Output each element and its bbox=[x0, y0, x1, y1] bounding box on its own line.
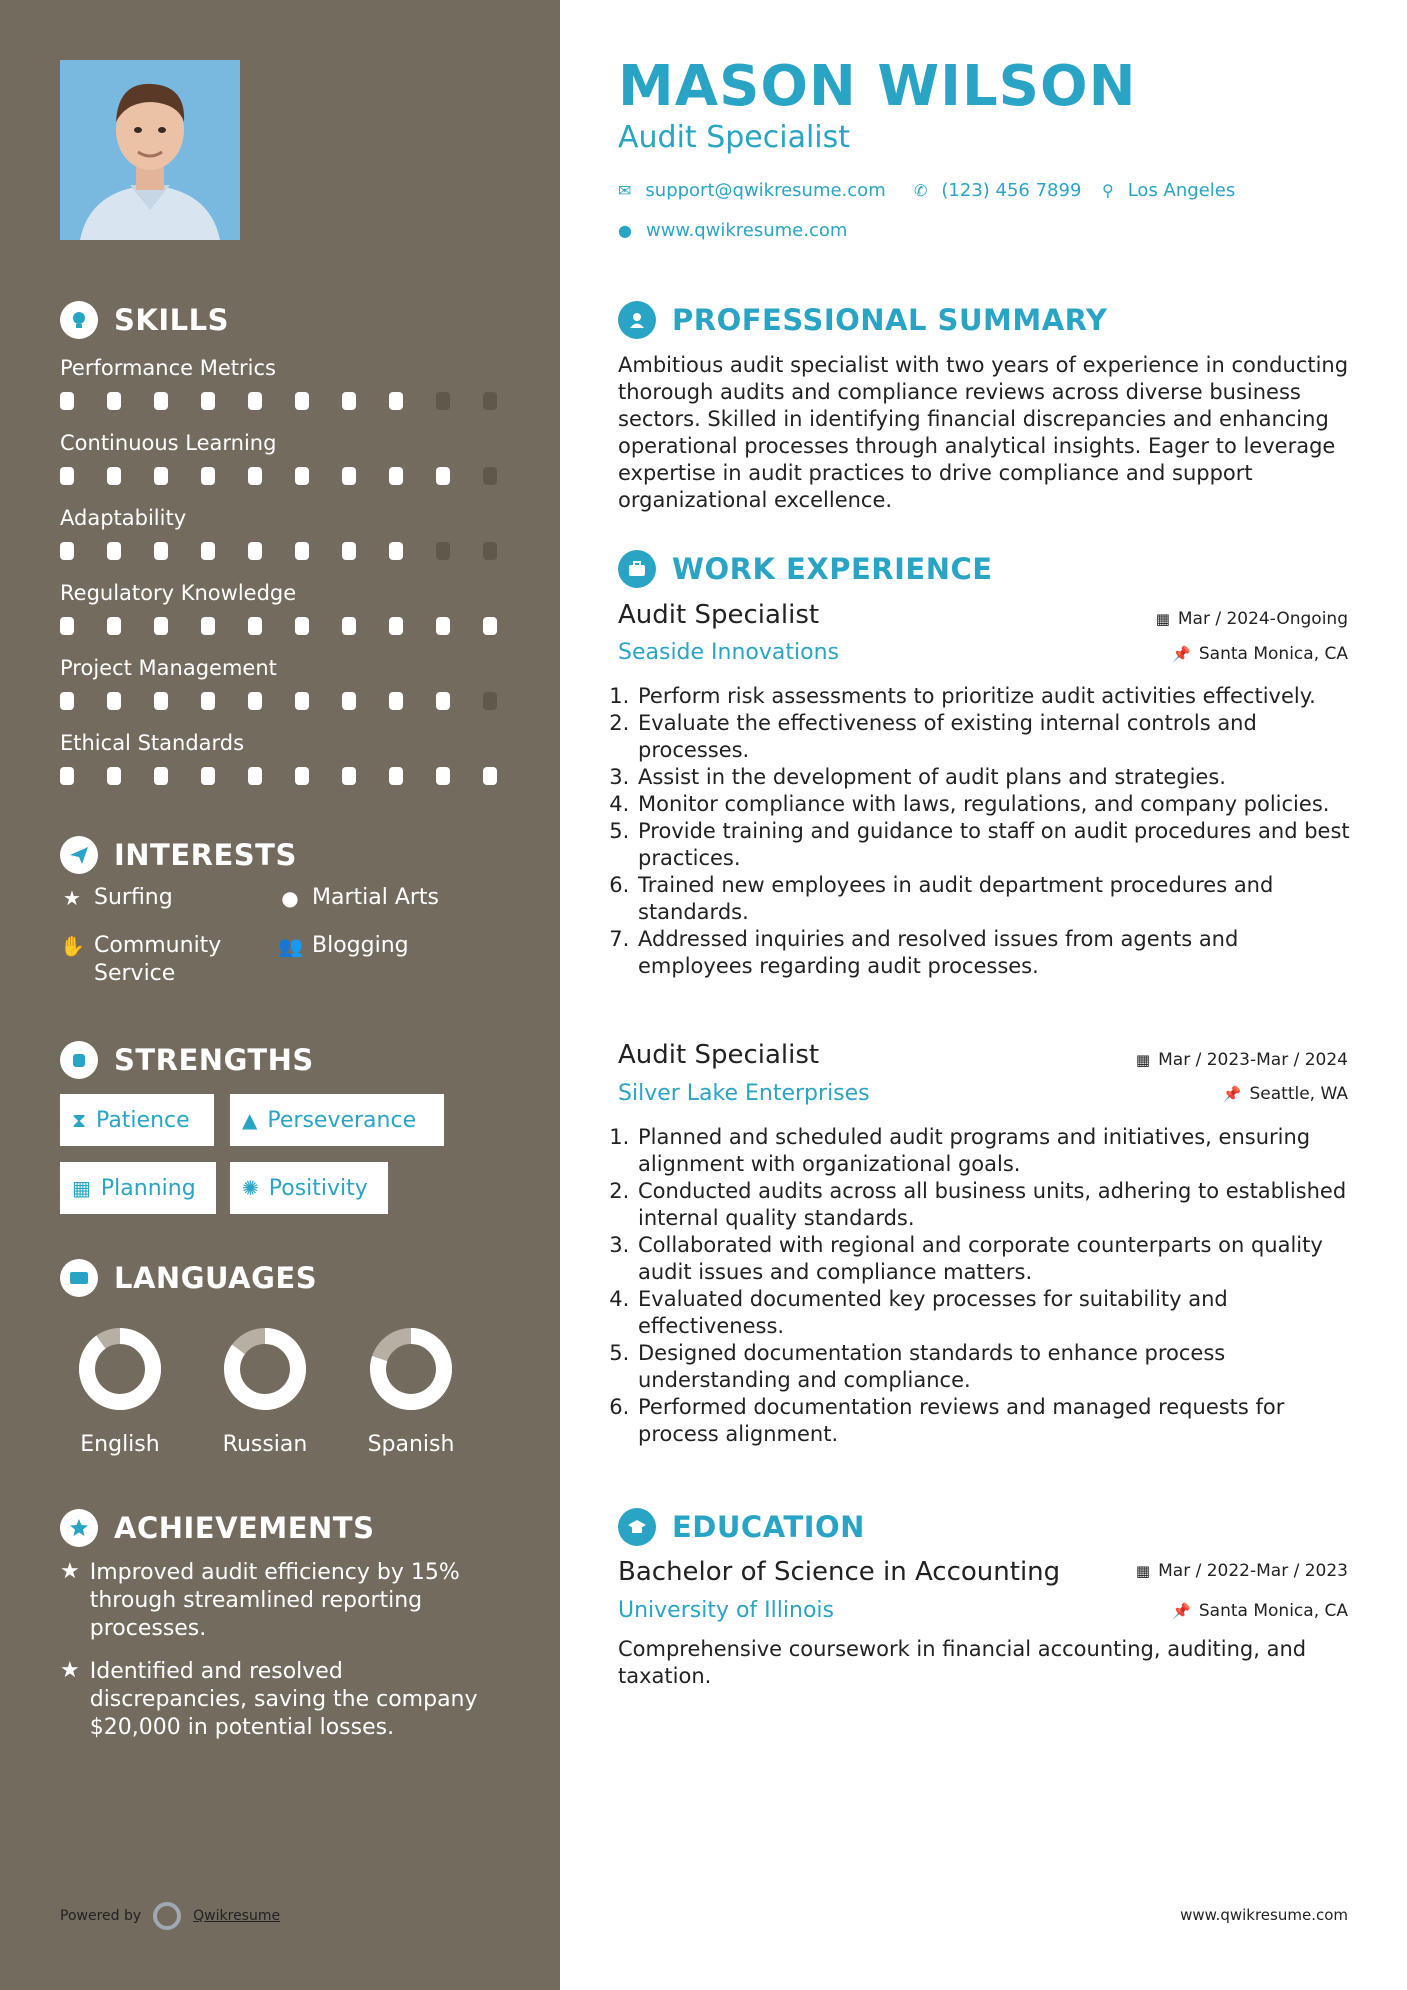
skill-dot bbox=[248, 767, 262, 785]
pin-icon: 📌 bbox=[1172, 1602, 1191, 1620]
duty-item: 2. Evaluate the effectiveness of existing internal controls and processes. bbox=[636, 710, 1358, 764]
calendar-icon: ▦ bbox=[72, 1176, 91, 1200]
skill-dot bbox=[201, 617, 215, 635]
skill-dot bbox=[483, 542, 497, 560]
skill-dot bbox=[60, 692, 74, 710]
skill-dot bbox=[389, 542, 403, 560]
interest-item: ● Martial Arts bbox=[278, 884, 439, 912]
candidate-name: MASON WILSON bbox=[618, 54, 1137, 119]
briefcase-icon bbox=[618, 550, 656, 588]
duty-item: 5. Designed documentation standards to enhance process understanding and compliance. bbox=[636, 1340, 1358, 1394]
school-name: University of Illinois bbox=[618, 1598, 834, 1623]
skill-dot bbox=[295, 767, 309, 785]
skill-dot bbox=[483, 617, 497, 635]
skill-dot bbox=[342, 767, 356, 785]
envelope-icon: ✉ bbox=[618, 181, 632, 200]
education-location: 📌 Santa Monica, CA bbox=[1172, 1601, 1348, 1621]
interest-item: 👥 Blogging bbox=[278, 933, 409, 958]
calendar-icon: ▦ bbox=[1135, 1562, 1151, 1580]
language-item: Spanish bbox=[341, 1324, 481, 1457]
skill-rating bbox=[60, 467, 510, 489]
star-badge-icon bbox=[60, 1509, 98, 1547]
skill-dot bbox=[295, 617, 309, 635]
skill-dot bbox=[201, 467, 215, 485]
achievement-item: ★ Identified and resolved discrepancies, saving the company $20,000 in potential losses. bbox=[60, 1658, 478, 1740]
star-icon: ★ bbox=[63, 886, 81, 910]
strength-tag: ▦ Planning bbox=[60, 1162, 216, 1214]
phone-contact[interactable]: ✆ (123) 456 7899 bbox=[914, 180, 1082, 201]
interests-heading: INTERESTS bbox=[60, 835, 297, 875]
strength-tag: ▲ Perseverance bbox=[230, 1094, 444, 1146]
skill-dot bbox=[60, 542, 74, 560]
achievement-item: ★ Improved audit efficiency by 15% through streamlined reporting processes. bbox=[60, 1559, 460, 1641]
skill-dot bbox=[295, 692, 309, 710]
skill-dot bbox=[107, 767, 121, 785]
job-dates: ▦ Mar / 2024-Ongoing bbox=[1155, 609, 1348, 629]
duty-item: 3. Collaborated with regional and corporate counterparts on quality audit issues and compliance matters. bbox=[636, 1232, 1358, 1286]
duty-item: 6. Trained new employees in audit department procedures and standards. bbox=[636, 872, 1358, 926]
skill-item: Ethical Standards bbox=[60, 729, 510, 789]
skill-dot bbox=[154, 467, 168, 485]
skill-dot bbox=[201, 392, 215, 410]
duty-item: 6. Performed documentation reviews and managed requests for process alignment. bbox=[636, 1394, 1358, 1448]
job-title: Audit Specialist bbox=[618, 1040, 820, 1070]
skill-dot bbox=[389, 692, 403, 710]
job-title: Audit Specialist bbox=[618, 600, 820, 630]
skill-dot bbox=[107, 617, 121, 635]
skill-dot bbox=[389, 617, 403, 635]
skill-dot bbox=[248, 617, 262, 635]
skill-dot bbox=[60, 392, 74, 410]
experience-heading: WORK EXPERIENCE bbox=[618, 549, 993, 589]
skill-dot bbox=[154, 392, 168, 410]
strengths-heading: STRENGTHS bbox=[60, 1040, 314, 1080]
skill-dot bbox=[201, 542, 215, 560]
user-icon bbox=[618, 301, 656, 339]
languages-heading: LANGUAGES bbox=[60, 1258, 317, 1298]
job-dates: ▦ Mar / 2023-Mar / 2024 bbox=[1135, 1050, 1348, 1070]
skill-dot bbox=[107, 392, 121, 410]
skill-dot bbox=[201, 692, 215, 710]
skill-rating bbox=[60, 767, 510, 789]
job-duties bbox=[618, 1124, 1358, 1448]
strength-tag: ✺ Positivity bbox=[230, 1162, 388, 1214]
pin-icon: 📌 bbox=[1222, 1085, 1242, 1103]
degree-title: Bachelor of Science in Accounting bbox=[618, 1557, 1061, 1587]
users-icon: 👥 bbox=[278, 934, 303, 958]
skill-dot bbox=[342, 392, 356, 410]
pin-icon: 📌 bbox=[1172, 645, 1191, 663]
skill-dot bbox=[342, 617, 356, 635]
skill-dot bbox=[154, 692, 168, 710]
email-contact[interactable]: ✉ support@qwikresume.com bbox=[618, 180, 886, 201]
globe-icon: ● bbox=[618, 221, 632, 240]
road-icon: ▲ bbox=[242, 1108, 258, 1132]
website-contact[interactable]: ● www.qwikresume.com bbox=[618, 220, 848, 241]
skill-rating bbox=[60, 617, 510, 639]
candidate-role: Audit Specialist bbox=[618, 120, 851, 155]
skill-dot bbox=[60, 767, 74, 785]
skill-item: Regulatory Knowledge bbox=[60, 579, 510, 639]
job-duties bbox=[618, 683, 1358, 980]
skill-dot bbox=[436, 542, 450, 560]
hourglass-icon: ⧗ bbox=[72, 1108, 87, 1132]
summary-heading: PROFESSIONAL SUMMARY bbox=[618, 300, 1107, 340]
qwikresume-link[interactable]: Qwikresume bbox=[193, 1908, 281, 1924]
skill-dot bbox=[483, 392, 497, 410]
language-ring bbox=[366, 1324, 456, 1414]
profile-photo bbox=[60, 60, 240, 240]
shooting-star-icon: ★ bbox=[60, 1559, 80, 1584]
skill-rating bbox=[60, 692, 510, 714]
language-item: English bbox=[50, 1324, 190, 1457]
skill-dot bbox=[342, 467, 356, 485]
skill-item: Continuous Learning bbox=[60, 429, 510, 489]
skill-dot bbox=[107, 692, 121, 710]
skill-item: Performance Metrics bbox=[60, 354, 510, 414]
skill-dot bbox=[154, 767, 168, 785]
skill-dot bbox=[436, 392, 450, 410]
skill-dot bbox=[436, 617, 450, 635]
location-contact: ⚲ Los Angeles bbox=[1102, 180, 1236, 201]
skill-dot bbox=[389, 767, 403, 785]
skill-dot bbox=[248, 392, 262, 410]
skill-rating bbox=[60, 542, 510, 564]
duty-item: 1. Perform risk assessments to prioritize audit activities effectively. bbox=[636, 683, 1358, 710]
skill-dot bbox=[60, 617, 74, 635]
skill-dot bbox=[248, 467, 262, 485]
language-ring bbox=[75, 1324, 165, 1414]
skill-dot bbox=[295, 392, 309, 410]
skill-dot bbox=[389, 467, 403, 485]
language-item: Russian bbox=[195, 1324, 335, 1457]
skill-item: Project Management bbox=[60, 654, 510, 714]
skill-dot bbox=[154, 617, 168, 635]
interest-item: ✋ Community Service bbox=[60, 933, 222, 986]
skill-dot bbox=[483, 467, 497, 485]
skill-dot bbox=[483, 692, 497, 710]
skill-dot bbox=[389, 392, 403, 410]
skill-dot bbox=[342, 542, 356, 560]
skill-item: Adaptability bbox=[60, 504, 510, 564]
achievements-heading: ACHIEVEMENTS bbox=[60, 1508, 374, 1548]
footer-url[interactable]: www.qwikresume.com bbox=[1180, 1906, 1348, 1924]
education-text: Comprehensive coursework in financial accounting, auditing, and taxation. bbox=[618, 1637, 1307, 1688]
skill-dot bbox=[295, 542, 309, 560]
calendar-icon: ▦ bbox=[1135, 1051, 1151, 1069]
skill-dot bbox=[436, 767, 450, 785]
qwikresume-logo-icon bbox=[153, 1902, 181, 1930]
education-heading: EDUCATION bbox=[618, 1507, 865, 1547]
duty-item: 4. Evaluated documented key processes for suitability and effectiveness. bbox=[636, 1286, 1358, 1340]
job-company: Seaside Innovations bbox=[618, 640, 839, 665]
summary-text: Ambitious audit specialist with two years of experience in conducting thorough audits and compliance reviews across diverse business sectors. Skilled in identifying financial discrepancies and enhancing operational processes through analytical insights. Eager to leverage expertise in audit practices to drive compliance and support organizational excellence. bbox=[618, 353, 1349, 512]
map-pin-icon: ⚲ bbox=[1102, 181, 1114, 200]
duty-item: 1. Planned and scheduled audit programs and initiatives, ensuring alignment with organizational goals. bbox=[636, 1124, 1358, 1178]
duty-item: 4. Monitor compliance with laws, regulations, and company policies. bbox=[636, 791, 1358, 818]
job-company: Silver Lake Enterprises bbox=[618, 1081, 870, 1106]
skill-dot bbox=[107, 467, 121, 485]
lightbulb-icon bbox=[60, 301, 98, 339]
education-dates: ▦ Mar / 2022-Mar / 2023 bbox=[1135, 1561, 1348, 1581]
duty-item: 3. Assist in the development of audit plans and strategies. bbox=[636, 764, 1358, 791]
job-location: 📌 Santa Monica, CA bbox=[1172, 644, 1348, 664]
job-location: 📌 Seattle, WA bbox=[1222, 1084, 1348, 1104]
language-icon bbox=[60, 1259, 98, 1297]
skill-dot bbox=[295, 467, 309, 485]
powered-by: Powered by Qwikresume bbox=[60, 1902, 280, 1930]
sidebar bbox=[0, 0, 560, 1990]
skill-dot bbox=[60, 467, 74, 485]
skills-heading: SKILLS bbox=[60, 300, 229, 340]
skill-dot bbox=[342, 692, 356, 710]
duty-item: 5. Provide training and guidance to staff on audit procedures and best practices. bbox=[636, 818, 1358, 872]
skill-dot bbox=[154, 542, 168, 560]
paper-plane-icon bbox=[60, 836, 98, 874]
skill-dot bbox=[436, 692, 450, 710]
graduation-cap-icon bbox=[618, 1508, 656, 1546]
hand-icon: ✋ bbox=[60, 934, 85, 958]
duty-item: 7. Addressed inquiries and resolved issues from agents and employees regarding audit processes. bbox=[636, 926, 1358, 980]
strength-tag: ⧗ Patience bbox=[60, 1094, 214, 1146]
skill-dot bbox=[248, 692, 262, 710]
skill-dot bbox=[201, 767, 215, 785]
language-ring bbox=[220, 1324, 310, 1414]
sun-icon: ✺ bbox=[242, 1176, 259, 1200]
skill-dot bbox=[436, 467, 450, 485]
phone-icon: ✆ bbox=[914, 181, 928, 200]
skill-dot bbox=[483, 767, 497, 785]
shooting-star-icon: ★ bbox=[60, 1658, 80, 1683]
fist-icon bbox=[60, 1041, 98, 1079]
skill-rating bbox=[60, 392, 510, 414]
duty-item: 2. Conducted audits across all business units, adhering to established internal quality standards. bbox=[636, 1178, 1358, 1232]
main-content bbox=[560, 0, 1407, 1990]
interest-item: ★ Surfing bbox=[60, 884, 173, 912]
globe-icon: ● bbox=[281, 886, 299, 910]
calendar-icon: ▦ bbox=[1155, 610, 1170, 628]
skill-dot bbox=[248, 542, 262, 560]
skill-dot bbox=[107, 542, 121, 560]
language-ring-fill bbox=[87, 1336, 153, 1402]
